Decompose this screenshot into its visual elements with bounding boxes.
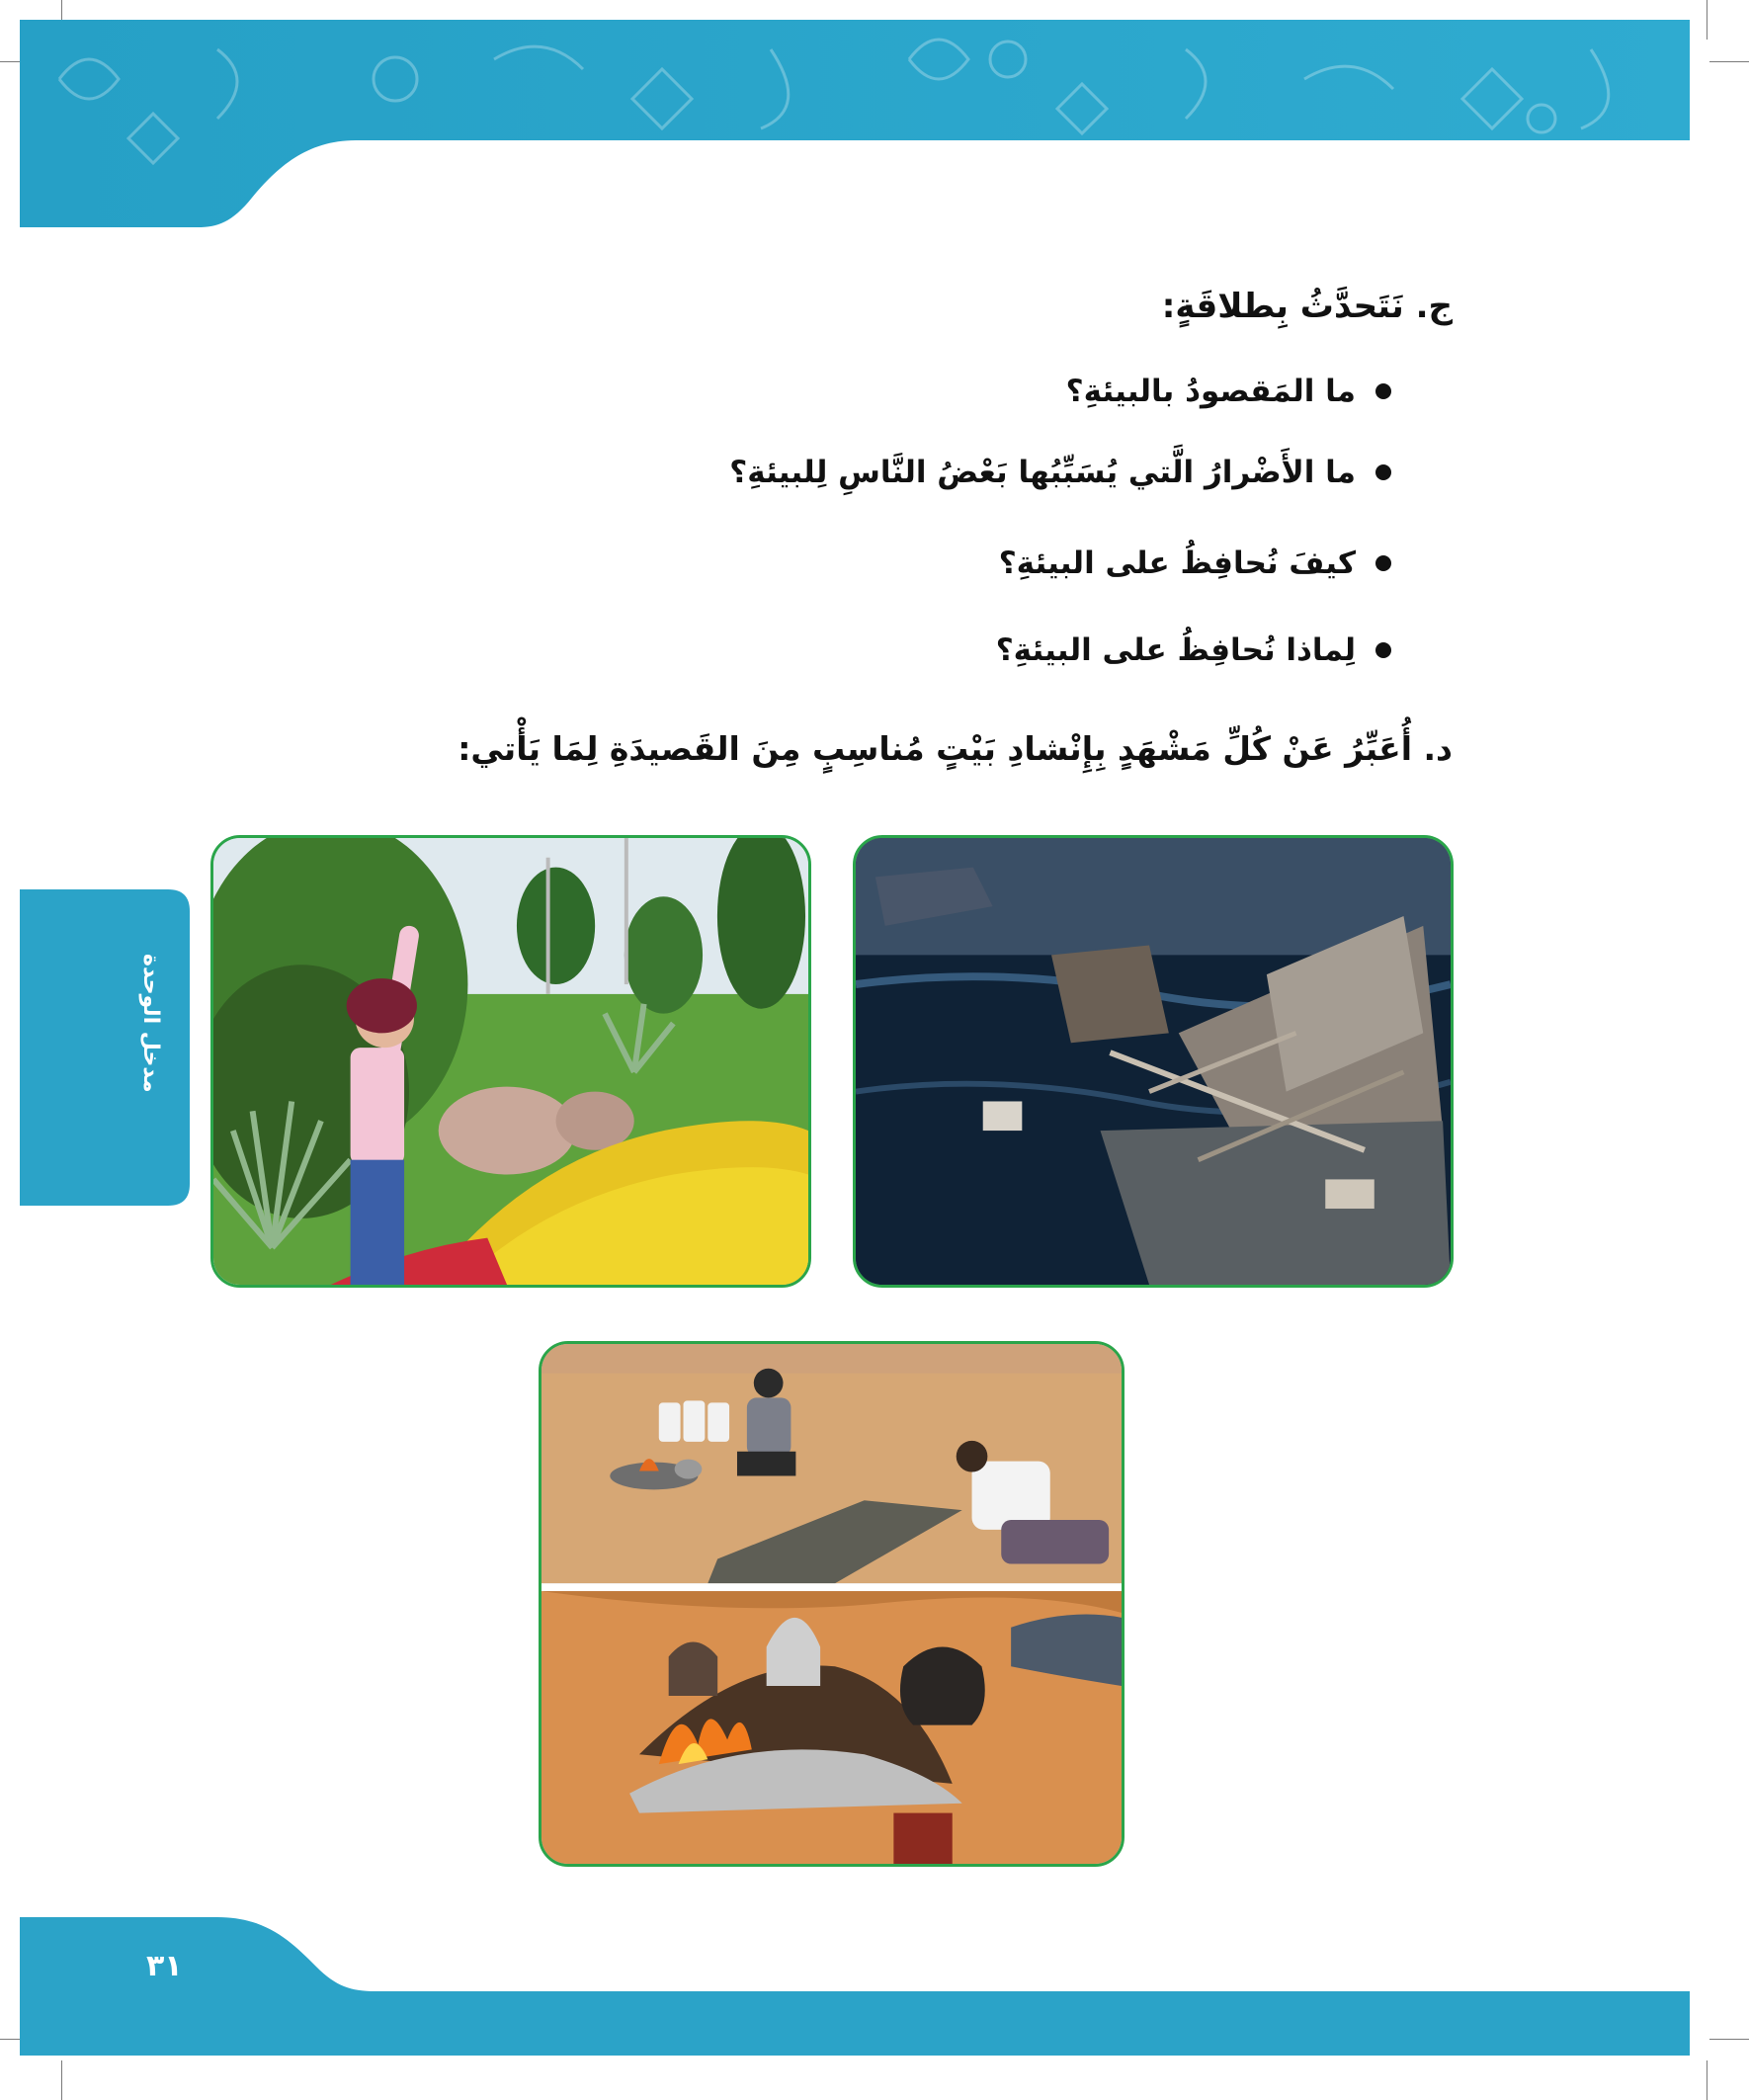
question-text: ما الأَضْرارُ الَّتي يُسَبِّبُها بَعْضُ النَّاسِ لِلبيئةِ؟ — [729, 455, 1356, 490]
question-text: لِماذا نُحافِظُ على البيئةِ؟ — [995, 632, 1356, 668]
side-tab — [20, 889, 190, 1206]
question-item — [999, 546, 1391, 581]
crop-mark — [61, 2060, 62, 2100]
question-text: ما المَقصودُ بالبيئةِ؟ — [1065, 374, 1356, 409]
photo-desert-camp — [539, 1341, 1124, 1867]
question-item — [996, 632, 1391, 668]
section-heading-j: ج. نَتَحدَّثُ بِطلاقَةٍ: — [1161, 287, 1453, 326]
question-text: كيفَ نُحافِظُ على البيئةِ؟ — [998, 546, 1356, 581]
bullet-icon — [1375, 464, 1391, 480]
bullet-icon — [1375, 642, 1391, 658]
question-item — [1066, 374, 1391, 409]
section-heading-d: د. أُعَبِّرُ عَنْ كُلِّ مَشْهَدٍ بِإِنْشادِ بَيْتٍ مُناسِبٍ مِنَ القَصيدَةِ لِمَا يَأْتي: — [458, 729, 1453, 768]
photo-garden-girl — [210, 835, 811, 1288]
crop-mark — [1709, 61, 1749, 62]
side-tab-label: مدخل الوحدة — [138, 954, 163, 1093]
bullet-icon — [1375, 383, 1391, 399]
question-item — [729, 455, 1391, 490]
photo-polluted-water — [853, 835, 1454, 1288]
header-band — [20, 20, 1690, 227]
page-number: ٣١ — [146, 1949, 183, 1983]
footer-band — [20, 1917, 1690, 2056]
crop-mark — [1709, 2039, 1749, 2040]
bullet-icon — [1375, 555, 1391, 571]
